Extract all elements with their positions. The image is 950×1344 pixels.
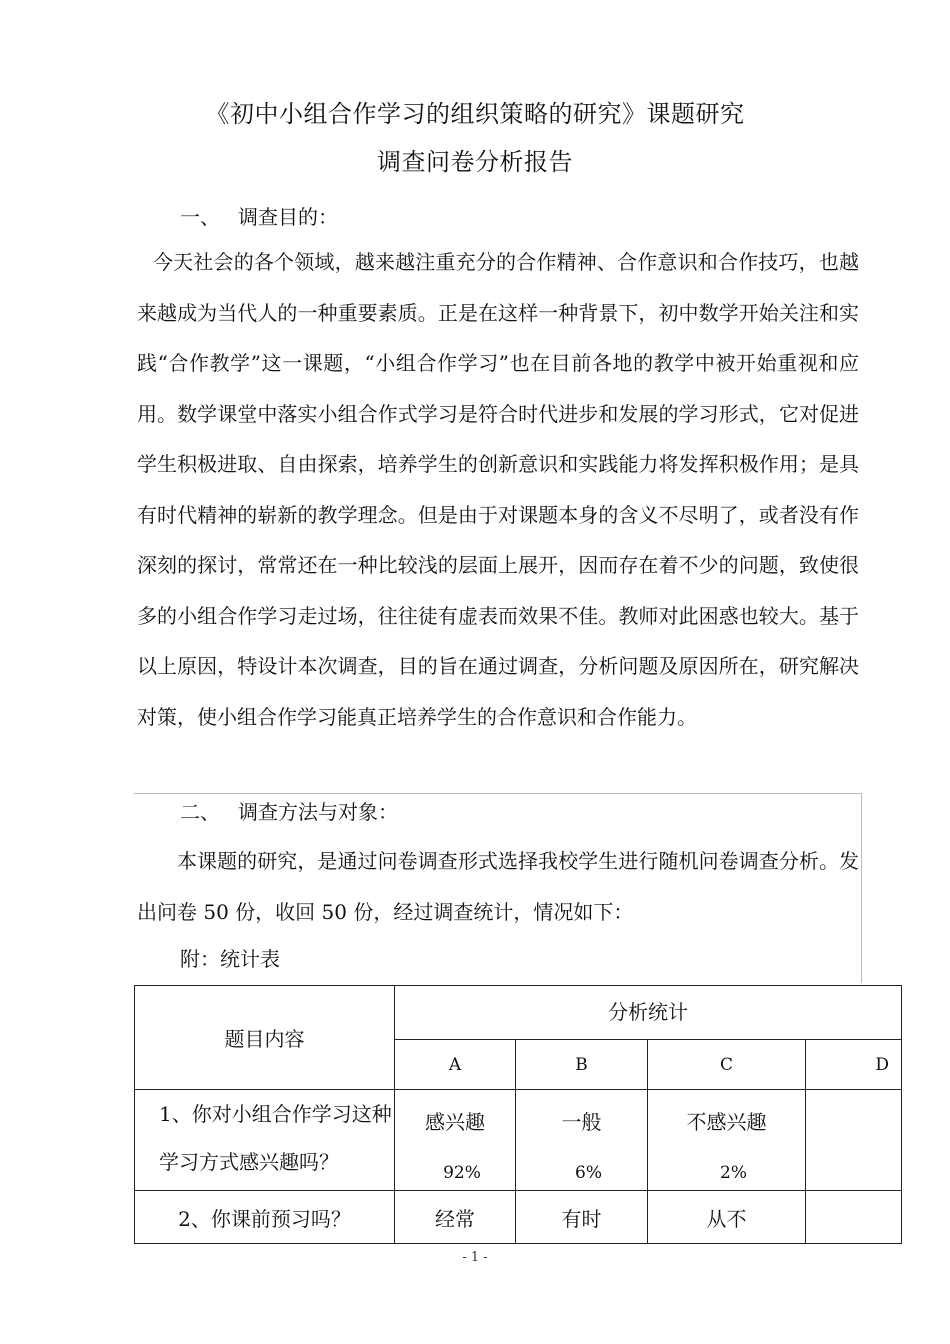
column-header-c: C: [648, 1040, 806, 1090]
answer-cell: 经常: [395, 1191, 516, 1244]
report-subtitle: 调查问卷分析报告: [377, 148, 573, 176]
answer-percent: 6%: [575, 1163, 602, 1183]
answer-label: [806, 1090, 901, 1106]
method-paragraph: 本课题的研究，是通过问卷调查形式选择我校学生进行随机问卷调查分析。发出问卷 50 份，收回 50 份，经过调查统计，情况如下：: [137, 849, 859, 924]
column-header-b: B: [516, 1040, 648, 1090]
answer-percent: 92%: [443, 1163, 481, 1183]
section-heading-text: 调查目的：: [238, 205, 338, 229]
question-cell: 2、你课前预习吗？: [135, 1191, 395, 1244]
answer-percent: 2%: [720, 1163, 747, 1183]
answer-cell: 从不: [648, 1191, 806, 1244]
column-header-d: D: [806, 1040, 902, 1090]
answer-label: 一般: [561, 1110, 602, 1134]
answer-cell: [806, 1090, 902, 1191]
report-title: 《初中小组合作学习的组织策略的研究》课题研究: [205, 100, 745, 128]
section-number: 一、: [180, 205, 220, 229]
table-row: [135, 1090, 902, 1191]
statistics-table: [134, 985, 902, 1244]
answer-cell: [648, 1090, 806, 1191]
frame-divider: [861, 793, 862, 983]
header-content-label: 题目内容: [224, 1027, 305, 1051]
appendix-label: 附：统计表: [180, 947, 280, 971]
answer-label: 感兴趣: [425, 1110, 485, 1134]
header-stats-label: 分析统计: [608, 1000, 688, 1024]
section-heading-method: [180, 796, 398, 825]
page-number: - 1 -: [462, 1250, 488, 1265]
table-row: [135, 1191, 902, 1244]
section-number: 二、: [180, 800, 220, 824]
section-heading-purpose: [180, 201, 338, 230]
section-heading-text: 调查方法与对象：: [238, 800, 398, 824]
header-stats-cell: [395, 986, 902, 1040]
answer-label: 不感兴趣: [686, 1110, 767, 1134]
column-header-a: A: [395, 1040, 516, 1090]
answer-cell: [806, 1191, 902, 1244]
frame-divider: [134, 793, 861, 794]
purpose-paragraph: 今天社会的各个领域，越来越注重充分的合作精神、合作意识和合作技巧，也越来越成为当代人的一种重要素质。正是在这样一种背景下，初中数学开始关注和实践“合作教学”这一课题，“小组合作学习”也在目前各地的教学中被开始重视和应用。数学课堂中落实小组合作式学习是符合时代进步和发展的学习形式，它对促进学生积极进取、自由探索，培养学生的创新意识和实践能力将发挥积极作用；是具有时代精神的崭新的教学理念。但是由于对课题本身的含义不尽明了，或者没有作深刻的探讨，常常还在一种比较浅的层面上展开，因而存在着不少的问题，致使很多的小组合作学习走过场，往往徒有虚表而效果不佳。教师对此困惑也较大。基于以上原因，特设计本次调查，目的旨在通过调查，分析问题及原因所在，研究解决对策，使小组合作学习能真正培养学生的合作意识和合作能力。: [137, 250, 859, 729]
answer-cell: [395, 1090, 516, 1191]
answer-cell: [516, 1090, 648, 1191]
answer-cell: 有时: [516, 1191, 648, 1244]
question-cell: 1、你对小组合作学习这种学习方式感兴趣吗？: [135, 1090, 395, 1191]
header-content-cell: [135, 986, 395, 1090]
